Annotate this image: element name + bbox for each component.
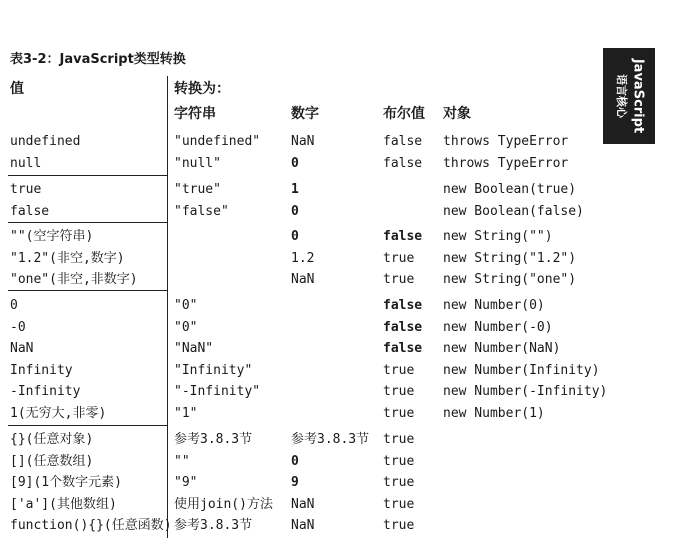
header-string: 字符串 [174, 106, 216, 122]
cell-object: new String("1.2") [443, 250, 577, 266]
cell-value: "one"(非空,非数字) [10, 272, 138, 287]
table-row [0, 269, 600, 290]
cell-boolean: false [383, 319, 423, 335]
cell-object: new Boolean(false) [443, 203, 584, 219]
cell-string: 使用join()方法 [174, 496, 273, 512]
group-separator [8, 425, 168, 426]
cell-boolean: true [383, 250, 415, 266]
cell-string: "Infinity" [174, 362, 253, 378]
table-row [0, 248, 600, 269]
table-row [0, 317, 600, 338]
cell-string: "undefined" [174, 134, 261, 149]
table-row [0, 338, 600, 359]
cell-string: 参考3.8.3节 [174, 432, 253, 447]
cell-boolean: true [383, 453, 415, 469]
cell-number: 0 [291, 203, 299, 219]
cell-boolean: true [383, 384, 415, 399]
cell-string: "-Infinity" [174, 384, 261, 399]
cell-string: "null" [174, 155, 221, 171]
cell-object: new String("one") [443, 272, 577, 287]
cell-string: "NaN" [174, 341, 214, 356]
table-row [0, 201, 600, 222]
table-caption: 表3-2：JavaScript类型转换 [10, 52, 186, 67]
cell-value: [9](1个数字元素) [10, 475, 122, 490]
table-row [0, 451, 600, 472]
cell-boolean: true [383, 362, 415, 378]
table-row [0, 295, 600, 316]
header-value: 值 [10, 81, 24, 97]
cell-boolean: true [383, 496, 415, 512]
cell-object: new Number(1) [443, 405, 545, 421]
cell-number: NaN [291, 134, 315, 149]
cell-boolean: true [383, 475, 415, 490]
cell-object: new Number(0) [443, 298, 545, 313]
cell-number: 参考3.8.3节 [291, 432, 370, 447]
cell-value: {}(任意对象) [10, 432, 94, 447]
cell-number: 0 [291, 453, 299, 469]
table-row [0, 472, 600, 493]
cell-string: "0" [174, 319, 198, 335]
cell-number: NaN [291, 496, 315, 512]
cell-value: function(){}(任意函数) [10, 518, 172, 533]
cell-value: -Infinity [10, 384, 81, 399]
cell-string: "false" [174, 203, 229, 219]
cell-object: new Number(Infinity) [443, 362, 600, 378]
header-object: 对象 [443, 106, 471, 122]
table-row [0, 403, 600, 424]
cell-boolean: true [383, 518, 415, 533]
cell-value: Infinity [10, 362, 73, 378]
cell-boolean: false [383, 155, 423, 171]
cell-object: throws TypeError [443, 134, 569, 149]
cell-object: throws TypeError [443, 155, 569, 171]
group-separator [8, 175, 168, 176]
cell-value: undefined [10, 134, 81, 149]
cell-value: false [10, 203, 50, 219]
cell-object: new Number(-Infinity) [443, 384, 608, 399]
cell-boolean: true [383, 432, 415, 447]
cell-value: 1(无穷大,非零) [10, 405, 107, 421]
cell-string: "" [174, 453, 190, 469]
cell-number: 9 [291, 475, 299, 490]
table-row [0, 226, 600, 247]
header-boolean: 布尔值 [383, 106, 425, 122]
chapter-side-tab [603, 48, 655, 144]
cell-value: 0 [10, 298, 18, 313]
cell-value: ['a'](其他数组) [10, 496, 117, 512]
cell-string: "9" [174, 475, 198, 490]
cell-number: 0 [291, 229, 299, 244]
cell-string: "true" [174, 182, 221, 197]
cell-boolean: false [383, 229, 423, 244]
cell-object: new Boolean(true) [443, 182, 577, 197]
cell-number: NaN [291, 272, 315, 287]
group-separator [8, 290, 168, 291]
cell-string: "0" [174, 298, 198, 313]
table-row [0, 429, 600, 450]
table-row [0, 515, 600, 536]
cell-value: true [10, 182, 42, 197]
table-row [0, 494, 600, 515]
cell-value: -0 [10, 319, 26, 335]
cell-value: null [10, 155, 42, 171]
cell-object: new Number(NaN) [443, 341, 561, 356]
header-number: 数字 [291, 106, 319, 122]
group-separator [8, 222, 168, 223]
cell-string: "1" [174, 405, 198, 421]
cell-number: 1.2 [291, 250, 315, 266]
table-row [0, 153, 600, 174]
cell-value: [](任意数组) [10, 453, 94, 469]
cell-boolean: false [383, 341, 423, 356]
cell-boolean: false [383, 134, 423, 149]
cell-value: "1.2"(非空,数字) [10, 250, 125, 266]
cell-number: NaN [291, 518, 315, 533]
table-row [0, 131, 600, 152]
cell-number: 0 [291, 155, 299, 171]
cell-boolean: false [383, 298, 423, 313]
cell-string: 参考3.8.3节 [174, 518, 253, 533]
cell-number: 1 [291, 182, 299, 197]
cell-object: new Number(-0) [443, 319, 553, 335]
side-tab-title: JavaScript [630, 58, 646, 134]
cell-object: new String("") [443, 229, 553, 244]
side-tab-subtitle: 语言核心 [615, 74, 628, 118]
cell-value: NaN [10, 341, 34, 356]
cell-boolean: true [383, 405, 415, 421]
header-convert-to: 转换为： [174, 81, 230, 97]
cell-boolean: true [383, 272, 415, 287]
table-row [0, 360, 600, 381]
table-row [0, 179, 600, 200]
table-row [0, 381, 608, 402]
cell-value: ""(空字符串) [10, 229, 94, 244]
